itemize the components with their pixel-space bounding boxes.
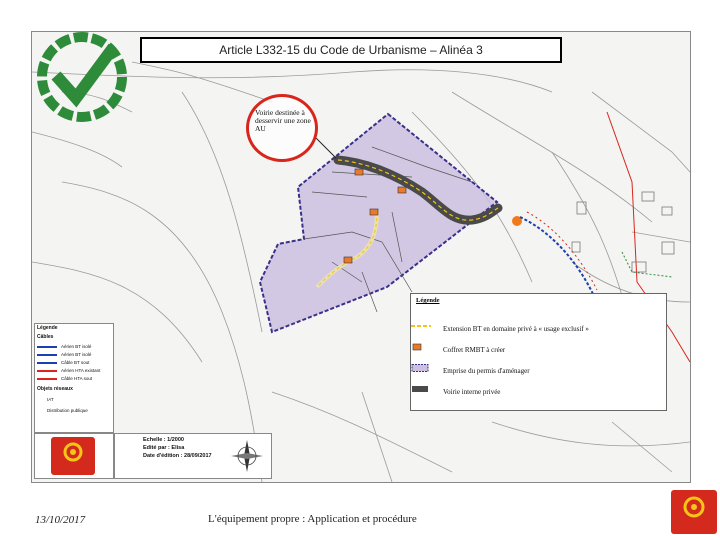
cable-label: Câble BT sout xyxy=(61,360,90,365)
legend-cable-row xyxy=(37,375,111,382)
legend-object-row xyxy=(37,407,111,414)
object-label: Distribution publique xyxy=(47,408,88,413)
cable-label: Aérien BT isolé xyxy=(61,344,92,349)
cable-line-symbol xyxy=(37,346,57,348)
legend-item-coffret xyxy=(411,343,666,357)
legend-cable-row xyxy=(37,359,111,366)
legend-item-emprise xyxy=(411,364,666,378)
cable-label: Câble HTA sout xyxy=(61,376,93,381)
cable-line-symbol xyxy=(37,354,57,356)
validation-check-icon xyxy=(32,32,132,122)
objects-heading: Objets réseaux xyxy=(37,386,73,392)
legend-label: Emprise du permis d'aménager xyxy=(443,367,530,375)
map-info-box xyxy=(114,433,272,479)
map-edited-by: Edité par : Elisa xyxy=(143,445,185,451)
green-network-line xyxy=(622,252,672,277)
map-title: Article L332-15 du Code de Urbanisme – Alinéa 3 xyxy=(140,37,562,63)
road-symbol xyxy=(411,385,431,393)
map-edit-date: Date d'édition : 28/09/2017 xyxy=(143,453,212,459)
legend-left-title: Légende xyxy=(37,325,58,331)
hta-dashed-line xyxy=(527,212,597,290)
legend-cable-row xyxy=(37,351,111,358)
bt-extension-symbol xyxy=(411,322,431,330)
cable-line-symbol xyxy=(37,370,57,372)
footer-date: 13/10/2017 xyxy=(35,514,86,526)
legend-object-row xyxy=(37,396,111,403)
callout-arrow xyxy=(314,136,336,158)
legend-right-title: Légende xyxy=(416,297,440,304)
cadastral-map xyxy=(31,31,691,483)
cables-heading: Câbles xyxy=(37,334,54,340)
cable-line-symbol xyxy=(37,378,57,380)
symeb-logo-icon xyxy=(35,434,113,478)
legend-left xyxy=(34,323,114,433)
symeb-footer-logo-icon xyxy=(671,490,717,534)
legend-label: Extension BT en domaine privé à « usage exclusif » xyxy=(443,325,589,333)
coffret-symbol xyxy=(411,343,431,351)
legend-label: Voirie interne privée xyxy=(443,388,501,396)
emprise-symbol xyxy=(411,364,431,372)
cable-label: Aérien HTA existant xyxy=(61,368,101,373)
map-logo-box xyxy=(34,433,114,479)
legend-right xyxy=(410,293,667,411)
legend-cable-row xyxy=(37,343,111,350)
legend-item-bt-extension xyxy=(411,322,666,336)
legend-label: Coffret RMBT à créer xyxy=(443,346,506,354)
footer-logo xyxy=(671,490,717,534)
legend-item-road xyxy=(411,385,666,399)
object-label: IAT xyxy=(47,397,54,402)
cable-line-symbol xyxy=(37,362,57,364)
legend-cable-row xyxy=(37,367,111,374)
callout-text: Voirie destinée à desservir une zone AU xyxy=(255,108,311,133)
footer-title: L'équipement propre : Application et procédure xyxy=(208,513,417,525)
north-arrow-icon xyxy=(229,438,265,474)
map-scale: Echelle : 1/2000 xyxy=(143,437,184,443)
callout-circle xyxy=(246,94,318,162)
cable-label: Aérien BT isolé xyxy=(61,352,92,357)
